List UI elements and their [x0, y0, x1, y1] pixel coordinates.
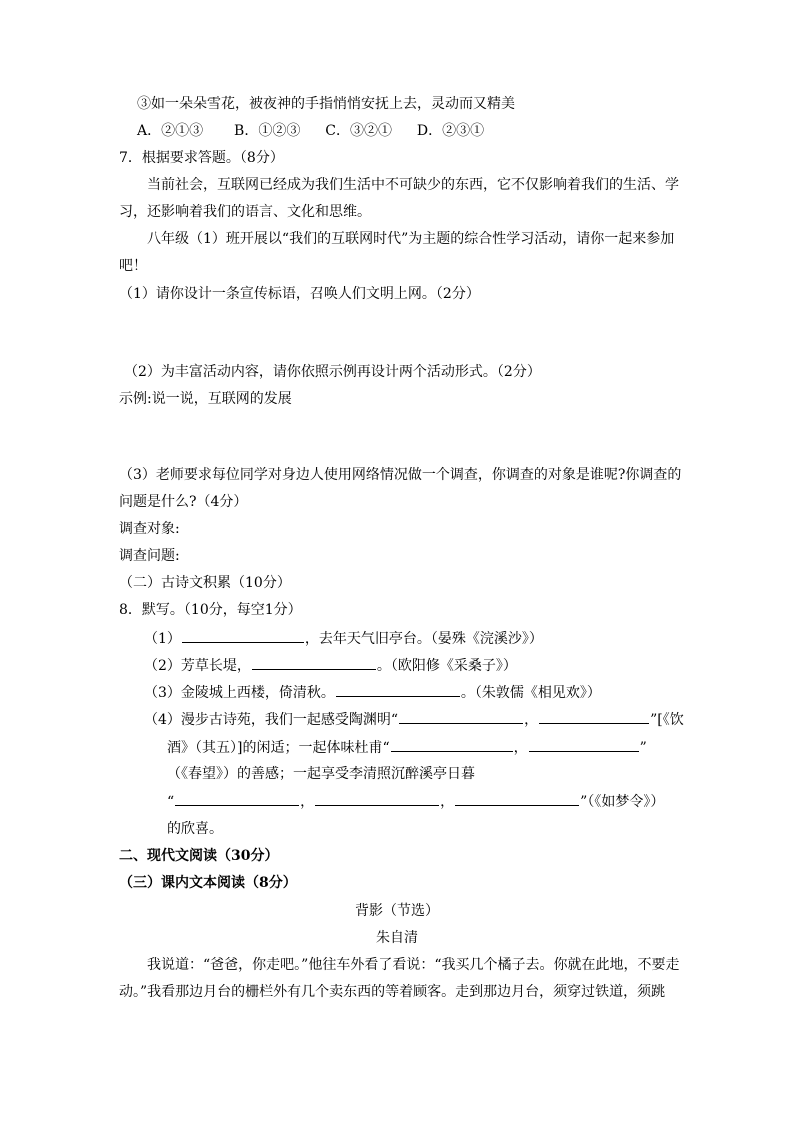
blank-field[interactable]	[252, 655, 376, 670]
q8-s4-comma: ，	[300, 794, 315, 810]
q8-s3-prefix: （3）金陵城上西楼，倚清秋。	[144, 685, 335, 701]
q8-sentence-2	[144, 655, 517, 676]
blank-field[interactable]	[182, 628, 304, 643]
passage-line-1: 我说道：“爸爸，你走吧。”他往车外看了看说：“我买几个橘子去。你就在此地，不要走	[147, 957, 680, 973]
blank-field[interactable]	[336, 682, 460, 697]
q8-sentence-4-line-5: 的欣喜。	[167, 821, 223, 837]
blank-field[interactable]	[175, 791, 299, 806]
blank-field[interactable]	[391, 737, 513, 752]
q7-sub-question-3-line-2: 问题是什么?（4分）	[119, 494, 248, 510]
q7-sub-question-2: （2）为丰富活动内容，请你依照示例再设计两个活动形式。（2分）	[124, 364, 541, 380]
q8-s4-text-c: 酒》（其五）]的闲适；一起体味杜甫“	[167, 740, 390, 756]
choice-d: D．②③①	[416, 123, 485, 139]
q8-s3-suffix: 。（朱敦儒《相见欢》）	[460, 685, 601, 701]
passage-author: 朱自清	[376, 930, 418, 946]
section-2-title: （二）古诗文积累（10分）	[119, 575, 291, 591]
passage-title: 背影（节选）	[355, 903, 439, 919]
q7-sub-question-2-example: 示例:说一说，互联网的发展	[119, 391, 292, 407]
section-3-title: （三）课内文本阅读（8分）	[119, 875, 297, 891]
q7-intro-line-4: 吧！	[119, 258, 147, 274]
q7-intro-line-2: 习，还影响着我们的语言、文化和思维。	[119, 204, 371, 220]
q8-sentence-4-line-3: （《春望》）的善感；一起享受李清照沉醉溪亭日暮	[167, 766, 475, 782]
q8-s4-text-a: （4）漫步古诗苑，我们一起感受陶渊明“	[144, 712, 399, 728]
part-2-title: 二、现代文阅读（30分）	[119, 848, 279, 864]
q7-intro-line-3: 八年级（1）班开展以“我们的互联网时代”为主题的综合性学习活动，请你一起来参加	[147, 231, 675, 247]
q8-s4-comma: ，	[440, 794, 455, 810]
q8-s1-prefix: （1）	[144, 631, 181, 647]
q8-s4-text-b: ”[《饮	[650, 712, 684, 728]
choice-c: C．③②①	[325, 123, 392, 139]
q8-sentence-4-line-1	[144, 709, 684, 730]
q8-s2-prefix: （2）芳草长堤，	[144, 658, 251, 674]
q7-title: 7．根据要求答题。（8分）	[119, 150, 284, 166]
q8-s4-comma: ，	[524, 712, 539, 728]
q8-sentence-4-line-4	[167, 791, 664, 812]
q8-s4-text-d: ”	[639, 740, 647, 756]
q8-s2-suffix: 。（欧阳修《采桑子》）	[376, 658, 517, 674]
q8-sentence-1	[144, 628, 543, 649]
choice-b: B．①②③	[234, 123, 301, 139]
passage-line-2: 动。”我看那边月台的栅栏外有几个卖东西的等着顾客。走到那边月台，须穿过铁道，须跳	[119, 984, 666, 1000]
q8-title: 8．默写。（10分，每空1分）	[119, 602, 302, 618]
q8-sentence-4-line-2	[167, 737, 647, 758]
blank-field[interactable]	[455, 791, 579, 806]
q6-answer-choices	[137, 121, 484, 141]
q8-s1-suffix: ，去年天气旧亭台。（晏殊《浣溪沙》）	[304, 631, 543, 647]
blank-field[interactable]	[315, 791, 439, 806]
q7-intro-line-1: 当前社会，互联网已经成为我们生活中不可缺少的东西，它不仅影响着我们的生活、学	[147, 177, 679, 193]
q8-sentence-3	[144, 682, 601, 703]
survey-question-label: 调查问题:	[119, 548, 180, 564]
choice-a: A．②①③	[137, 123, 204, 139]
q8-s4-comma: ，	[513, 740, 528, 756]
q8-s4-text-g: ”（《如梦令》）	[580, 794, 665, 810]
survey-target-label: 调查对象:	[119, 521, 180, 537]
q7-sub-question-1: （1）请你设计一条宣传标语，召唤人们文明上网。（2分）	[119, 286, 480, 302]
q7-sub-question-3-line-1: （3）老师要求每位同学对身边人使用网络情况做一个调查，你调查的对象是谁呢?你调查的	[119, 467, 682, 483]
q8-s4-text-f: “	[167, 794, 175, 810]
q6-option-item-3: ③如一朵朵雪花，被夜神的手指悄悄安抚上去，灵动而又精美	[137, 96, 515, 112]
blank-field[interactable]	[539, 709, 649, 724]
blank-field[interactable]	[529, 737, 639, 752]
blank-field[interactable]	[399, 709, 523, 724]
